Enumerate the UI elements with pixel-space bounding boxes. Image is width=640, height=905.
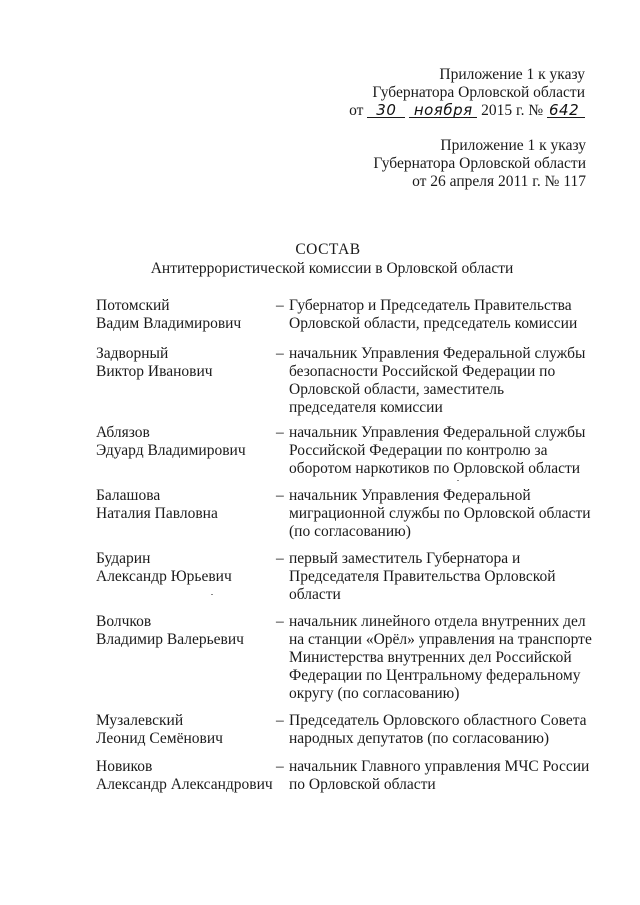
member-given-names: Александр Александрович [96, 776, 273, 793]
member-surname: Новиков [96, 758, 153, 775]
member-role-line: по Орловской области [289, 776, 436, 793]
appendix-current [349, 66, 585, 120]
member-role-line: народных депутатов (по согласованию) [289, 730, 550, 747]
member-name [96, 424, 276, 460]
member-name [96, 550, 276, 586]
member-role-line: на станции «Орёл» управления на транспорте [289, 631, 592, 648]
member-role [289, 487, 599, 541]
appendix-current-date [349, 102, 585, 120]
member-role-line: Орловской области, заместитель [289, 381, 505, 398]
member-role-line: области [289, 586, 341, 603]
member-role-line: Губернатор и Председатель Правительства [289, 297, 572, 314]
member-dash: – [276, 297, 284, 314]
member-given-names: Наталия Павловна [96, 505, 218, 522]
member-role-line: Председатель Орловского областного Совета [289, 712, 587, 729]
member-given-names: Эдуард Владимирович [96, 442, 246, 459]
member-dash: – [276, 487, 284, 504]
handwritten-month: ноября [409, 103, 477, 118]
member-name [96, 345, 276, 381]
member-surname: Потомский [96, 297, 170, 314]
member-given-names: Леонид Семёнович [96, 730, 223, 747]
member-role-line: (по согласованию) [289, 523, 411, 540]
document-title: СОСТАВ [295, 241, 361, 258]
member-role [289, 297, 599, 333]
member-role-line: начальник Управления Федеральной [289, 487, 531, 504]
date-prefix: от [349, 102, 364, 119]
appendix-previous-line3: от 26 апреля 2011 г. № 117 [412, 173, 586, 190]
member-role [289, 613, 599, 703]
member-surname: Балашова [96, 487, 161, 504]
member-given-names: Виктор Иванович [96, 363, 213, 380]
member-surname: Музалевский [96, 712, 184, 729]
member-role-line: начальник Управления Федеральной службы [289, 424, 586, 441]
appendix-previous-line2: Губернатора Орловской области [373, 155, 586, 172]
member-name [96, 758, 276, 794]
member-role [289, 758, 599, 794]
member-given-names: Вадим Владимирович [96, 315, 242, 332]
member-role [289, 712, 599, 748]
member-role-line: оборотом наркотиков по Орловской области [289, 460, 581, 477]
member-role-line: Орловской области, председатель комиссии [289, 315, 578, 332]
appendix-previous [373, 137, 586, 191]
member-role-line: миграционной службы по Орловской области [289, 505, 591, 522]
date-year: 2015 г. № [481, 102, 544, 119]
handwritten-day: 30 [367, 103, 405, 118]
member-role-line: Российской Федерации по контролю за [289, 442, 548, 459]
member-role-line: Федерации по Центральному федеральному [289, 667, 581, 684]
member-name [96, 487, 276, 523]
member-surname: Бударин [96, 550, 151, 567]
member-dash: – [276, 424, 284, 441]
member-dash: – [276, 712, 284, 729]
member-surname: Задворный [96, 345, 169, 362]
member-dash: – [276, 613, 284, 630]
member-name [96, 297, 276, 333]
document-subtitle: Антитеррористической комиссии в Орловской области [150, 260, 514, 277]
member-surname: Аблязов [96, 424, 150, 441]
member-role-line: Председателя Правительства Орловской [289, 568, 556, 585]
member-name [96, 613, 276, 649]
member-role-line: Министерства внутренних дел Российской [289, 649, 572, 666]
appendix-previous-line1: Приложение 1 к указу [440, 137, 586, 154]
member-dash: – [276, 345, 284, 362]
member-role-line: начальник Главного управления МЧС России [289, 758, 590, 775]
member-dash: – [276, 758, 284, 775]
member-role-line: округу (по согласованию) [289, 685, 460, 702]
scan-speck [211, 594, 213, 595]
member-surname: Волчков [96, 613, 152, 630]
handwritten-number: 642 [547, 103, 585, 118]
member-given-names: Александр Юрьевич [96, 568, 232, 585]
member-role-line: безопасности Российской Федерации по [289, 363, 556, 380]
member-role [289, 345, 599, 417]
member-role-line: начальник линейного отдела внутренних дел [289, 613, 586, 630]
member-given-names: Владимир Валерьевич [96, 631, 244, 648]
member-name [96, 712, 276, 748]
scan-speck [457, 480, 459, 481]
member-role [289, 424, 599, 478]
appendix-current-line1: Приложение 1 к указу [439, 66, 585, 83]
member-role [289, 550, 599, 604]
appendix-current-line2: Губернатора Орловской области [372, 84, 585, 101]
member-role-line: начальник Управления Федеральной службы [289, 345, 586, 362]
member-role-line: первый заместитель Губернатора и [289, 550, 521, 567]
member-dash: – [276, 550, 284, 567]
member-role-line: председателя комиссии [289, 399, 443, 416]
